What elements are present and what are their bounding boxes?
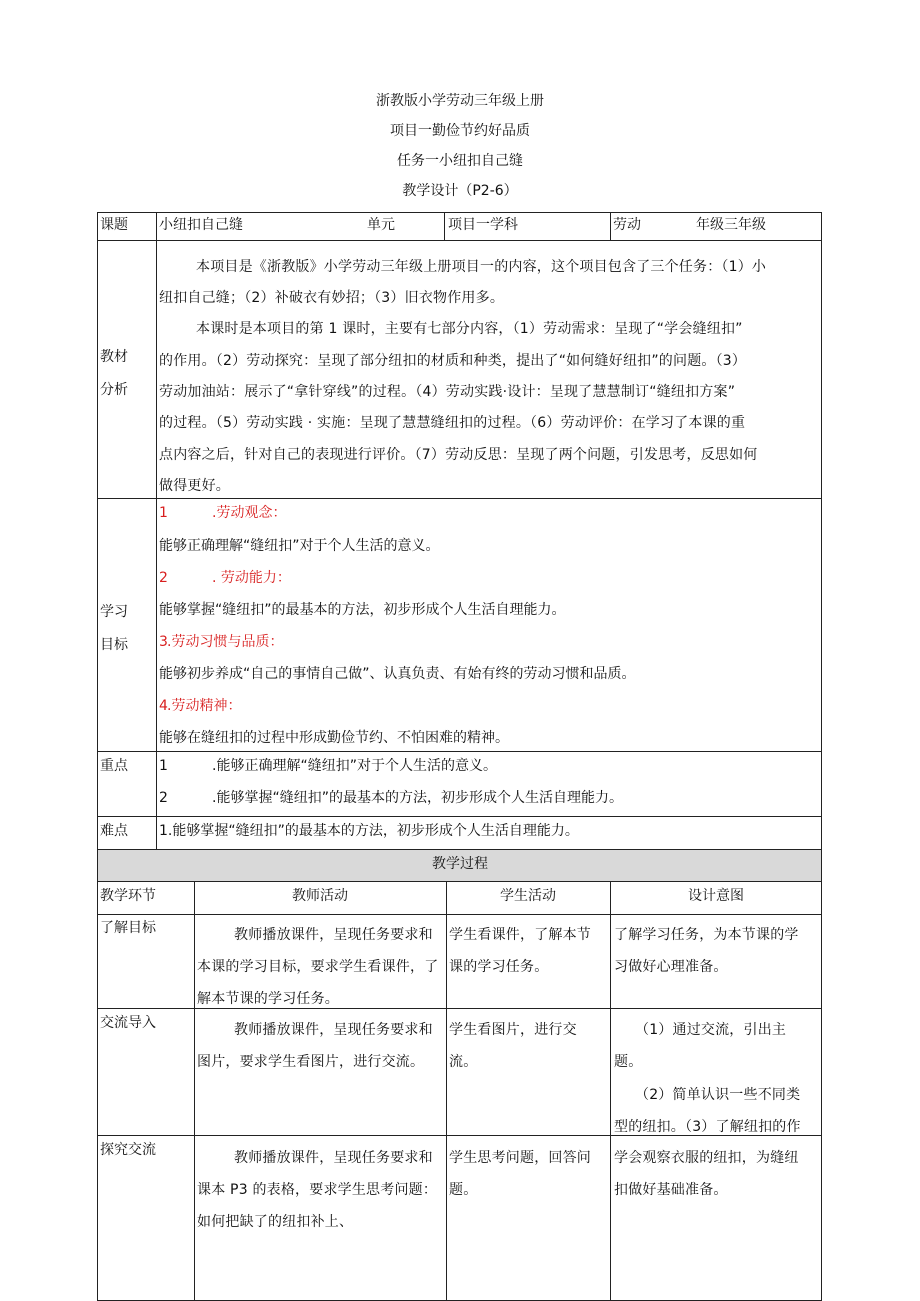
student-activity-line: 学生看图片，进行交 xyxy=(449,1022,577,1038)
objectives-label-1: 学习 xyxy=(100,604,128,620)
analysis-line: 纽扣自己缝；（2）补破衣有妙招；（3）旧衣物作用多。 xyxy=(159,290,505,306)
row-divider xyxy=(97,881,822,882)
teacher-activity-line: 图片，要求学生看图片，进行交流。 xyxy=(197,1054,425,1070)
objective-text: 能够在缝纽扣的过程中形成勤俭节约、不怕困难的精神。 xyxy=(159,730,509,746)
analysis-line: 的作用。（2）劳动探究：呈现了部分纽扣的材质和种类，提出了“如何缝好纽扣”的问题。（3） xyxy=(159,353,747,369)
design-intent-line: 习做好心理准备。 xyxy=(614,959,728,975)
key-point-number: 1 xyxy=(159,758,168,774)
key-point-number: 2 xyxy=(159,790,168,806)
header-student: 学生活动 xyxy=(500,888,556,904)
teacher-activity-line: 教师播放课件，呈现任务要求和 xyxy=(234,1150,433,1166)
objective-title: .劳动观念： xyxy=(212,505,287,521)
stage-label: 交流导入 xyxy=(100,1015,156,1031)
teacher-activity-line: 课本 P3 的表格，要求学生思考问题： xyxy=(197,1182,438,1198)
col-divider xyxy=(446,881,447,1301)
design-intent-line: （2）简单认识一些不同类 xyxy=(635,1087,801,1103)
analysis-label-2: 分析 xyxy=(100,382,128,398)
analysis-line: 点内容之后，针对自己的表现进行评价。（7）劳动反思：呈现了两个问题，引发思考，反思如何 xyxy=(159,447,758,463)
student-activity-line: 学生看课件，了解本节 xyxy=(449,927,591,943)
col-divider xyxy=(194,881,195,1301)
topic-label: 课题 xyxy=(100,217,128,233)
key-point-text: .能够掌握“缝纽扣”的最基本的方法，初步形成个人生活自理能力。 xyxy=(212,790,623,806)
row-divider xyxy=(97,240,822,241)
unit-value: 项目一学科 xyxy=(448,217,518,233)
doc-title-task: 任务一小纽扣自己缝 xyxy=(397,153,523,169)
doc-title-project: 项目一勤俭节约好品质 xyxy=(390,123,530,139)
analysis-line: 做得更好。 xyxy=(159,478,230,494)
stage-label: 了解目标 xyxy=(100,920,156,936)
difficulty-label: 难点 xyxy=(100,823,128,839)
objective-number: 1 xyxy=(159,505,168,521)
teacher-activity-line: 教师播放课件，呈现任务要求和 xyxy=(234,927,433,943)
grade-value: 年级三年级 xyxy=(696,217,766,233)
doc-title-textbook: 浙教版小学劳动三年级上册 xyxy=(376,93,544,109)
row-divider xyxy=(97,914,822,915)
student-activity-line: 学生思考问题，回答问 xyxy=(449,1150,591,1166)
process-title: 教学过程 xyxy=(432,856,488,872)
unit-label: 单元 xyxy=(367,217,395,233)
analysis-line: 劳动加油站：展示了“拿针穿线”的过程。（4）劳动实践·设计：呈现了慧慧制订“缝纽扣方案” xyxy=(159,384,736,400)
design-intent-line: 学会观察衣服的纽扣，为缝纽 xyxy=(614,1150,799,1166)
analysis-line: 本项目是《浙教版》小学劳动三年级上册项目一的内容，这个项目包含了三个任务：（1）小 xyxy=(196,259,767,275)
design-intent-line: 扣做好基础准备。 xyxy=(614,1182,728,1198)
analysis-line: 本课时是本项目的第 1 课时，主要有七部分内容，（1）劳动需求：呈现了“学会缝纽扣” xyxy=(196,321,743,337)
row-divider xyxy=(97,816,822,817)
subject-value: 劳动 xyxy=(613,217,641,233)
objective-number: 4 xyxy=(159,698,168,714)
teacher-activity-line: 教师播放课件，呈现任务要求和 xyxy=(234,1022,433,1038)
key-points-label: 重点 xyxy=(100,758,128,774)
col-divider xyxy=(610,881,611,1301)
col-divider xyxy=(444,212,445,241)
objective-title: . 劳动能力： xyxy=(212,570,291,586)
difficulty-text: 1.能够掌握“缝纽扣”的最基本的方法，初步形成个人生活自理能力。 xyxy=(159,823,579,839)
student-activity-line: 题。 xyxy=(449,1182,478,1198)
objective-title: .劳动精神： xyxy=(167,698,242,714)
teacher-activity-line: 本课的学习目标，要求学生看课件，了 xyxy=(197,959,439,975)
objective-text: 能够正确理解“缝纽扣”对于个人生活的意义。 xyxy=(159,538,440,554)
key-point-text: .能够正确理解“缝纽扣”对于个人生活的意义。 xyxy=(212,758,497,774)
row-divider xyxy=(97,849,822,850)
design-intent-line: （1）通过交流，引出主 xyxy=(635,1022,787,1038)
student-activity-line: 课的学习任务。 xyxy=(449,959,549,975)
design-intent-line: 型的纽扣。（3）了解纽扣的作 xyxy=(614,1119,801,1135)
doc-title-design: 教学设计（P2-6） xyxy=(402,183,518,199)
teacher-activity-line: 解本节课的学习任务。 xyxy=(197,991,339,1007)
objectives-label-2: 目标 xyxy=(100,637,128,653)
design-intent-line: 题。 xyxy=(614,1054,643,1070)
objective-number: 3 xyxy=(159,634,168,650)
col-divider xyxy=(156,212,157,849)
teacher-activity-line: 如何把缺了的纽扣补上、 xyxy=(197,1214,354,1230)
stage-label: 探究交流 xyxy=(100,1142,156,1158)
objective-number: 2 xyxy=(159,570,168,586)
header-intent: 设计意图 xyxy=(688,888,744,904)
objective-text: 能够掌握“缝纽扣”的最基本的方法，初步形成个人生活自理能力。 xyxy=(159,602,566,618)
objective-text: 能够初步养成“自己的事情自己做”、认真负责、有始有终的劳动习惯和品质。 xyxy=(159,666,636,682)
document-title-block xyxy=(0,86,920,206)
student-activity-line: 流。 xyxy=(449,1054,478,1070)
topic-value: 小纽扣自己缝 xyxy=(159,217,243,233)
row-divider xyxy=(97,751,822,752)
analysis-line: 的过程。（5）劳动实践 · 实施：呈现了慧慧缝纽扣的过程。（6）劳动评价：在学习了本课的重 xyxy=(159,415,746,431)
design-intent-line: 了解学习任务，为本节课的学 xyxy=(614,927,799,943)
header-stage: 教学环节 xyxy=(100,888,156,904)
header-teacher: 教师活动 xyxy=(292,888,348,904)
objective-title: .劳动习惯与品质： xyxy=(167,634,284,650)
col-divider xyxy=(610,212,611,241)
analysis-label-1: 教材 xyxy=(100,349,128,365)
